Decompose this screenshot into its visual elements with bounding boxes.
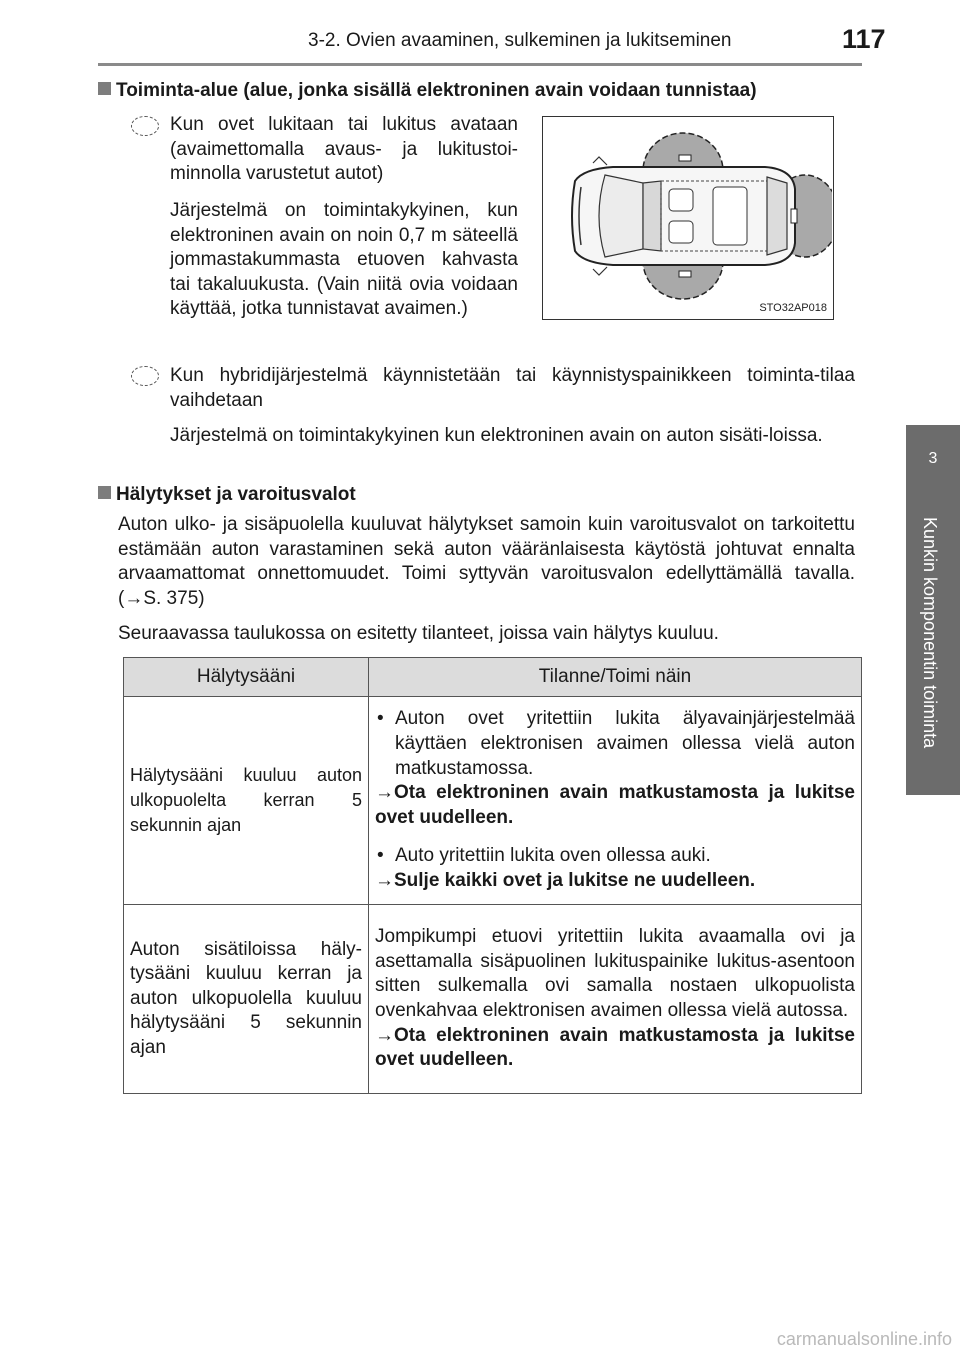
item2-title: Kun hybridijärjestelmä käynnistetään tai käynnistyspainikkeen toiminta-tilaa vaihdetaan <box>170 365 855 411</box>
mirror-top <box>593 157 607 165</box>
square-bullet-icon <box>98 486 111 499</box>
table-header-situation: Tilanne/Toimi näin <box>369 658 862 697</box>
watermark: carmanualsonline.info <box>776 1329 952 1349</box>
rear-window <box>767 177 787 255</box>
situation-text: Jompikumpi etuovi yritettiin lukita avaamalla ovi ja asettamalla sisäpuolinen lukituspainike lukitus-asentoon sitten sulkemalla ovi samalla nostaen ulkopuolista ovenkahvaa elektronisen avaimen ollessa vielä autossa. <box>375 926 855 1021</box>
door-handle-bottom <box>679 271 691 277</box>
table-cell-sound: Hälytysääni kuuluu auton ulkopuolelta kerran 5 sekunnin ajan <box>124 697 369 905</box>
mirror-bottom <box>593 267 607 275</box>
table-intro-paragraph: Seuraavassa taulukossa on esitetty tilanteet, joissa vain hälytys kuuluu. <box>118 623 719 644</box>
table-row <box>124 697 862 905</box>
figure-code: STO32AP018 <box>759 302 827 314</box>
page-number: 117 <box>842 24 886 54</box>
table-cell-situation <box>369 697 862 905</box>
item1-title: Kun ovet lukitaan tai lukitus avataan (avaimettomalla avaus- ja lukitustoi-minnolla varustetut autot) <box>170 114 518 185</box>
situation-action: →Sulje kaikki ovet ja lukitse ne uudelleen. <box>375 869 756 891</box>
section1-heading: Toiminta-alue (alue, jonka sisällä elektroninen avain voidaan tunnistaa) <box>98 80 757 102</box>
table-row <box>124 905 862 1094</box>
dashed-bullet-icon <box>131 366 159 386</box>
square-bullet-icon <box>98 82 111 95</box>
situation-action: →Ota elektroninen avain matkustamosta ja lukitse ovet uudelleen. <box>375 782 855 828</box>
hood <box>599 175 643 257</box>
table-cell-situation <box>369 905 862 1094</box>
back-door-handle <box>791 209 797 223</box>
section2-heading: Hälytykset ja varoitusvalot <box>98 484 356 506</box>
front-seat-left <box>669 189 693 211</box>
header-section-title: 3-2. Ovien avaaminen, sulkeminen ja lukitseminen <box>308 30 732 51</box>
alarm-table <box>123 657 862 1094</box>
chapter-tab: 3 <box>906 425 960 507</box>
table-header-sound: Hälytysääni <box>124 658 369 697</box>
alarm-intro-paragraph: Auton ulko- ja sisäpuolella kuuluvat hälytykset samoin kuin varoitusvalot on tarkoitettu estämään auton varastaminen sekä auton vääränlaisesta käytöstä johtuvat ennalta arvaamattomat onnettomuudet. Toimi syttyvän varoitusvalon edellyttämällä tavalla. (→S. 375) <box>118 514 855 609</box>
key-range-figure <box>542 116 834 320</box>
front-seat-right <box>669 221 693 243</box>
table-cell-sound: Auton sisätiloissa häly-tysääni kuuluu kerran ja auton ulkopuolella kuuluu hälytysääni 5 sekunnin ajan <box>124 905 369 1094</box>
car-top-view-diagram <box>543 117 832 318</box>
rear-seat <box>713 187 747 245</box>
dashed-bullet-icon <box>131 116 159 136</box>
situation-bullet: • Auto yritettiin lukita oven ollessa auki. <box>377 845 711 867</box>
windshield <box>643 181 661 251</box>
item1-body: Järjestelmä on toimintakykyinen, kun elektroninen avain on noin 0,7 m säteellä jommastakummasta etuoven kahvasta tai takaluukusta. (Vain niitä ovia voidaan käyttää, jotka tunnistavat avaimen.) <box>170 200 518 320</box>
situation-action: →Ota elektroninen avain matkustamosta ja lukitse ovet uudelleen. <box>375 1024 855 1071</box>
door-handle-top <box>679 155 691 161</box>
table-header-row <box>124 658 862 697</box>
situation-bullet: • Auton ovet yritettiin lukita älyavainjärjestelmää käyttäen elektronisen avaimen ollessa vielä auton matkustamossa. <box>377 708 855 779</box>
item2-body: Järjestelmä on toimintakykyinen kun elektroninen avain on auton sisäti-loissa. <box>170 425 823 446</box>
header-rule <box>98 63 862 66</box>
chapter-tab-label: Kunkin komponentin toiminta <box>920 517 940 749</box>
